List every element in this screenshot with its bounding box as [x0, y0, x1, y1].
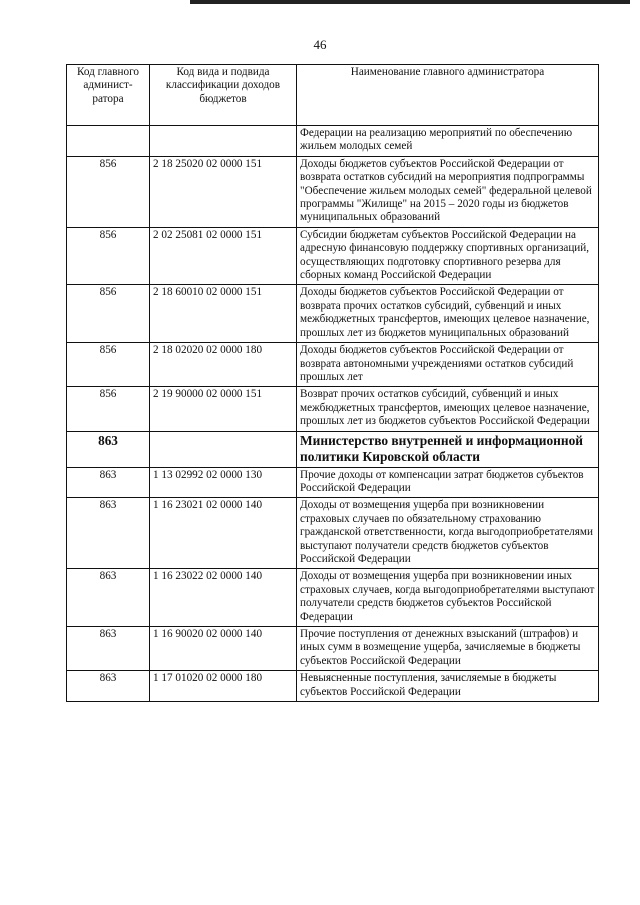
- classification-code-cell: 2 19 90000 02 0000 151: [150, 387, 297, 431]
- section-row: [67, 431, 599, 467]
- table-row: [67, 387, 599, 431]
- classification-code-cell: 1 16 23021 02 0000 140: [150, 498, 297, 569]
- classification-code-cell: 1 17 01020 02 0000 180: [150, 671, 297, 702]
- admin-name-cell: Невыясненные поступления, зачисляемые в бюджеты субъектов Российской Федерации: [297, 671, 599, 702]
- classification-code-cell: [150, 431, 297, 467]
- admin-code-cell: 863: [67, 671, 150, 702]
- header-admin-code: Код главного админист-ратора: [67, 65, 150, 126]
- revenue-administrators-table: [66, 64, 599, 702]
- admin-name-cell: Министерство внутренней и информационной политики Кировской области: [297, 431, 599, 467]
- admin-code-cell: 863: [67, 627, 150, 671]
- classification-code-cell: [150, 126, 297, 157]
- table-row: [67, 156, 599, 227]
- admin-code-cell: 856: [67, 285, 150, 343]
- admin-name-cell: Прочие поступления от денежных взысканий (штрафов) и иных сумм в возмещение ущерба, зачисляемые в бюджеты субъектов Российской Федерации: [297, 627, 599, 671]
- classification-code-cell: 1 16 23022 02 0000 140: [150, 569, 297, 627]
- table-row: [67, 671, 599, 702]
- classification-code-cell: 2 02 25081 02 0000 151: [150, 227, 297, 285]
- table-row: [67, 126, 599, 157]
- table-row: [67, 569, 599, 627]
- admin-name-cell: Субсидии бюджетам субъектов Российской Федерации на адресную финансовую поддержку спортивных организаций, осуществляющих подготовку спортивного резерва для сборных команд Российской Федерации: [297, 227, 599, 285]
- table-body: [67, 126, 599, 702]
- page-number: 46: [313, 37, 327, 52]
- admin-code-cell: [67, 126, 150, 157]
- admin-code-cell: 863: [67, 467, 150, 498]
- classification-code-cell: 2 18 25020 02 0000 151: [150, 156, 297, 227]
- table-row: [67, 227, 599, 285]
- table-row: [67, 627, 599, 671]
- admin-name-cell: Доходы от возмещения ущерба при возникновении страховых случаев по обязательному страхованию гражданской ответственности, когда выгодоприобретателями выступают получатели средств бюджетов субъектов Российской Федерации: [297, 498, 599, 569]
- admin-code-cell: 856: [67, 343, 150, 387]
- top-scan-line: [190, 0, 630, 4]
- classification-code-cell: 1 16 90020 02 0000 140: [150, 627, 297, 671]
- admin-code-cell: 863: [67, 431, 150, 467]
- header-classification-code: Код вида и подвида классификации доходов бюджетов: [150, 65, 297, 126]
- classification-code-cell: 2 18 02020 02 0000 180: [150, 343, 297, 387]
- admin-code-cell: 856: [67, 227, 150, 285]
- admin-name-cell: Доходы бюджетов субъектов Российской Федерации от возврата остатков субсидий на мероприятия подпрограммы "Обеспечение жильем молодых семей" федеральной целевой программы "Жилище" на 2015 – 2020 годы из бюджетов муниципальных образований: [297, 156, 599, 227]
- admin-name-cell: Доходы бюджетов субъектов Российской Федерации от возврата прочих остатков субсидий, субвенций и иных межбюджетных трансфертов, имеющих целевое назначение, прошлых лет из бюджетов муниципальных образований: [297, 285, 599, 343]
- table-row: [67, 285, 599, 343]
- admin-name-cell: Федерации на реализацию мероприятий по обеспечению жильем молодых семей: [297, 126, 599, 157]
- admin-name-cell: Возврат прочих остатков субсидий, субвенций и иных межбюджетных трансфертов, имеющих целевое назначение, прошлых лет из бюджетов субъектов Российской Федерации: [297, 387, 599, 431]
- table-row: [67, 343, 599, 387]
- admin-code-cell: 856: [67, 156, 150, 227]
- admin-code-cell: 863: [67, 569, 150, 627]
- admin-code-cell: 856: [67, 387, 150, 431]
- classification-code-cell: 1 13 02992 02 0000 130: [150, 467, 297, 498]
- admin-name-cell: Доходы от возмещения ущерба при возникновении иных страховых случаев, когда выгодоприобретателями выступают получатели средств бюджетов субъектов Российской Федерации: [297, 569, 599, 627]
- header-admin-name: Наименование главного администратора: [297, 65, 599, 126]
- admin-name-cell: Прочие доходы от компенсации затрат бюджетов субъектов Российской Федерации: [297, 467, 599, 498]
- table-row: [67, 467, 599, 498]
- table-header-row: [67, 65, 599, 126]
- classification-code-cell: 2 18 60010 02 0000 151: [150, 285, 297, 343]
- admin-name-cell: Доходы бюджетов субъектов Российской Федерации от возврата автономными учреждениями остатков субсидий прошлых лет: [297, 343, 599, 387]
- table-row: [67, 498, 599, 569]
- admin-code-cell: 863: [67, 498, 150, 569]
